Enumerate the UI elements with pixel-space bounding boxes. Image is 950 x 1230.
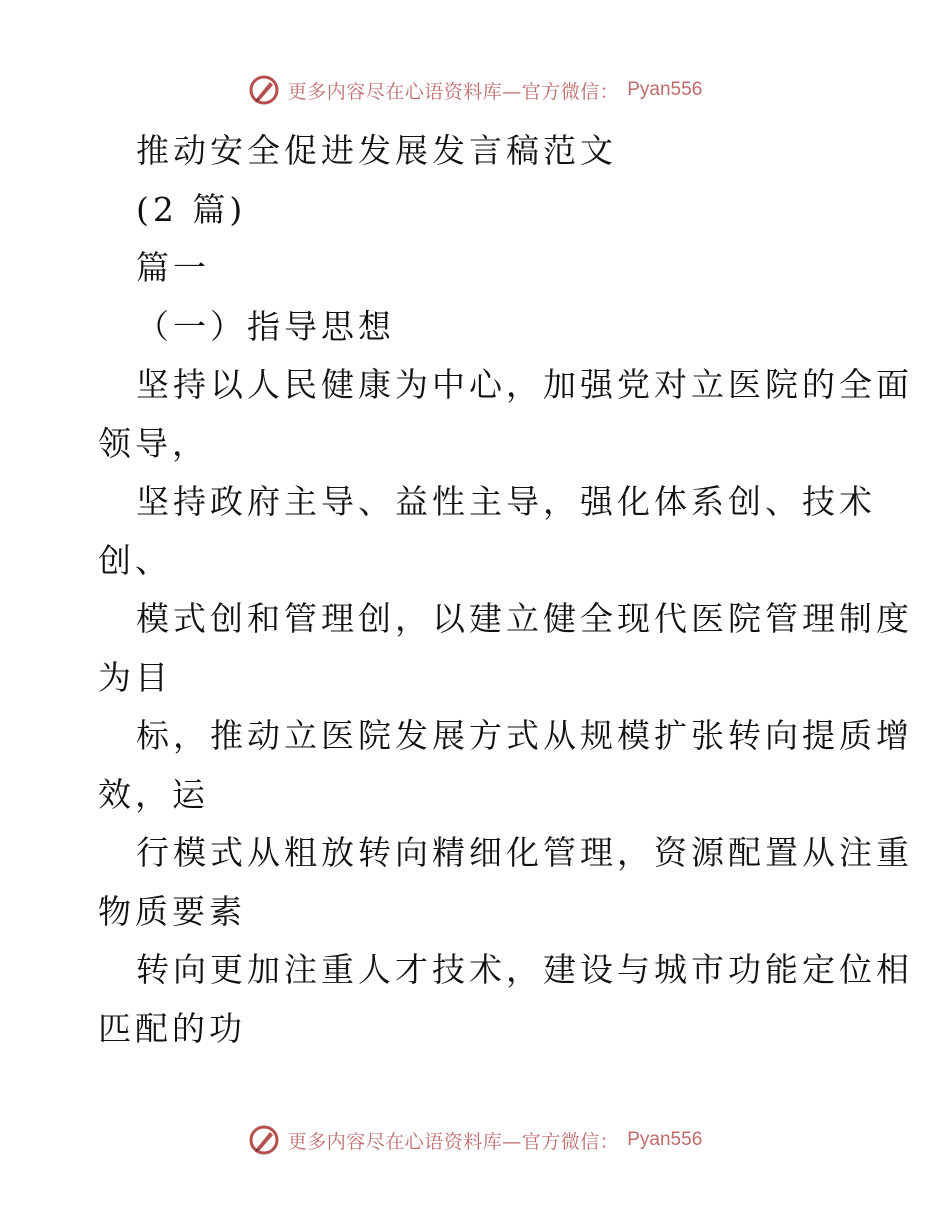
- quill-logo-icon: [248, 1124, 280, 1156]
- document-body: [98, 122, 913, 1058]
- paragraph-line: 标，推动立医院发展方式从规模扩张转向提质增: [136, 716, 913, 755]
- paragraph-line: 领导，: [98, 423, 209, 463]
- section-heading: 篇一: [136, 248, 210, 287]
- paragraph-line: 转向更加注重人才技术，建设与城市功能定位相: [136, 950, 913, 989]
- paragraph-line: 为目: [98, 657, 172, 697]
- watermark-wechat-id: Pyan556: [627, 1129, 703, 1150]
- paragraph-line: 创、: [98, 540, 172, 580]
- document-title: 推动安全促进发展发言稿范文: [136, 131, 617, 170]
- paragraph-line: 行模式从粗放转向精细化管理，资源配置从注重: [136, 833, 913, 872]
- paragraph-line: 坚持以人民健康为中心，加强党对立医院的全面: [136, 365, 913, 404]
- paragraph-line: 模式创和管理创，以建立健全现代医院管理制度: [136, 599, 913, 638]
- subsection-heading: （一）指导思想: [136, 306, 395, 346]
- footer-watermark: [0, 1120, 950, 1160]
- header-watermark: [0, 70, 950, 110]
- paragraph-line: 匹配的功: [98, 1008, 246, 1048]
- paragraph-line: 物质要素: [98, 891, 246, 931]
- watermark-text: 更多内容尽在心语资料库—官方微信：: [287, 80, 620, 103]
- paragraph-line: 坚持政府主导、益性主导，强化体系创、技术: [136, 482, 876, 521]
- watermark-text: 更多内容尽在心语资料库—官方微信：: [287, 1130, 620, 1153]
- document-subtitle: (2 篇): [136, 189, 247, 229]
- quill-logo-icon: [248, 74, 280, 106]
- watermark-wechat-id: Pyan556: [627, 79, 703, 100]
- paragraph-line: 效，运: [98, 774, 209, 814]
